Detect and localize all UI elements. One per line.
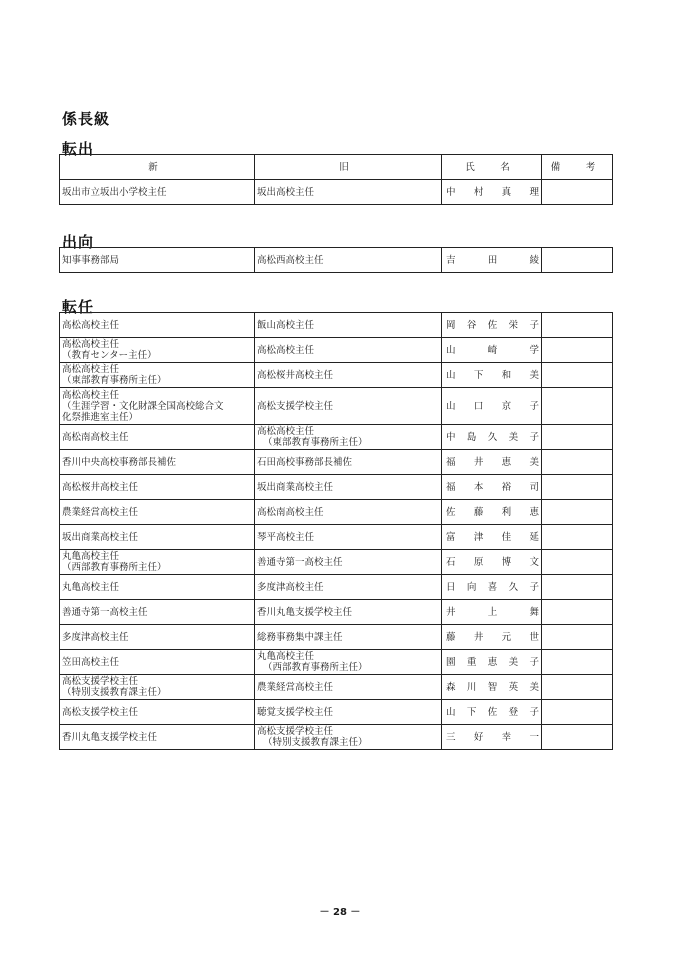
cell-old-position: [255, 475, 442, 500]
cell-new-position: [60, 625, 255, 650]
section-title-tenshutsu: 転出: [62, 140, 95, 158]
cell-new-position-line: （生涯学習・文化財課全国高校総合文: [62, 400, 224, 412]
name-char: 学: [529, 344, 539, 356]
name-char: 崎: [487, 344, 498, 356]
cell-new-position-line: 高松支援学校主任: [62, 676, 139, 687]
name-char: 下: [473, 369, 484, 381]
cell-old-position: [255, 600, 442, 625]
name-char: 園: [446, 656, 456, 668]
name-char: 登: [508, 706, 519, 718]
cell-old-position-line: 坂出高校主任: [257, 186, 315, 198]
cell-old-position-line: 農業経営高校主任: [257, 681, 334, 693]
cell-new-position: [60, 180, 255, 205]
name-char: 一: [529, 731, 539, 743]
cell-old-position: [255, 675, 442, 700]
name-char: 福: [446, 456, 456, 468]
name-char: 美: [529, 456, 539, 468]
cell-old-position-line: 聴覚支援学校主任: [257, 706, 334, 718]
name-char: 久: [487, 431, 498, 443]
cell-old-position-line: 高松高校主任: [257, 426, 315, 437]
cell-new-position-line: 香川中央高校事務部長補佐: [62, 456, 177, 468]
table-row: [60, 450, 613, 475]
name-char: 日: [446, 581, 456, 593]
name-char: 島: [466, 431, 477, 443]
name-char: 美: [508, 656, 519, 668]
cell-name: [442, 475, 542, 500]
name-char: 上: [487, 606, 498, 618]
cell-note: [542, 550, 613, 575]
name-char: 山: [446, 400, 456, 412]
name-char: 藤: [473, 506, 484, 518]
table-tennin: [59, 312, 613, 750]
cell-old-position-line: 飯山高校主任: [257, 319, 315, 331]
table-row: [60, 675, 613, 700]
cell-new-position-line: 高松高校主任: [62, 389, 120, 401]
name-char: 中: [446, 186, 456, 198]
table-row: [60, 575, 613, 600]
cell-new-position-line: 高松高校主任: [62, 339, 120, 350]
name-char: 英: [508, 681, 519, 693]
cell-new-position: [60, 500, 255, 525]
cell-name: [442, 625, 542, 650]
table-row: [60, 425, 613, 450]
name-char: 和: [501, 369, 512, 381]
cell-old-position-line: 高松支援学校主任: [257, 726, 334, 737]
cell-new-position-line: 善通寺第一高校主任: [62, 606, 148, 618]
cell-note: [542, 475, 613, 500]
table-row: [60, 500, 613, 525]
name-char: 真: [501, 186, 512, 198]
cell-old-position: [255, 180, 442, 205]
name-char: 幸: [501, 731, 512, 743]
name-char: 谷: [466, 319, 477, 331]
cell-note: [542, 180, 613, 205]
name-char: 博: [501, 556, 512, 568]
cell-old-position-line: 坂出商業高校主任: [257, 481, 334, 493]
cell-name: [442, 700, 542, 725]
cell-old-position-line: 石田高校事務部長補佐: [257, 456, 353, 468]
name-char: 口: [473, 400, 484, 412]
cell-old-position: [255, 500, 442, 525]
name-char: 向: [466, 581, 477, 593]
header-new: 新: [60, 155, 255, 180]
name-char: 井: [473, 456, 484, 468]
name-char: 山: [446, 706, 456, 718]
header-note: 備 考: [542, 155, 613, 180]
table-row: [60, 388, 613, 425]
table-row: [60, 650, 613, 675]
cell-new-position-line: 化祭推進室主任）: [62, 411, 139, 423]
name-char: 美: [529, 681, 539, 693]
cell-old-position-line: 香川丸亀支援学校主任: [257, 606, 353, 618]
cell-note: [542, 575, 613, 600]
cell-new-position-line: 丸亀高校主任: [62, 551, 120, 562]
table-row: [60, 550, 613, 575]
name-char: 美: [529, 369, 539, 381]
cell-new-position: [60, 338, 255, 363]
header-name: 氏 名: [442, 155, 542, 180]
cell-new-position: [60, 450, 255, 475]
cell-old-position: [255, 700, 442, 725]
cell-new-position-line: 高松高校主任: [62, 319, 120, 331]
cell-new-position-line: 知事事務部局: [62, 254, 120, 266]
name-char: 川: [466, 681, 477, 693]
name-char: 元: [501, 631, 512, 643]
cell-old-position: [255, 650, 442, 675]
name-char: 裕: [501, 481, 512, 493]
cell-note: [542, 525, 613, 550]
name-char: 田: [487, 254, 498, 266]
cell-new-position-line: 笠田高校主任: [62, 656, 120, 668]
name-char: 佐: [446, 506, 456, 518]
table-shukko: [59, 247, 613, 273]
table-row: [60, 248, 613, 273]
cell-new-position: [60, 388, 255, 425]
cell-name: [442, 675, 542, 700]
cell-name: [442, 550, 542, 575]
cell-old-position-line: 高松南高校主任: [257, 506, 324, 518]
table-row: [60, 180, 613, 205]
name-char: 佐: [487, 319, 498, 331]
cell-new-position-line: （東部教育事務所主任）: [62, 375, 167, 386]
section-title-shukko: 出向: [62, 233, 95, 251]
cell-old-position-line: 善通寺第一高校主任: [257, 556, 343, 568]
cell-note: [542, 725, 613, 750]
name-char: 石: [446, 556, 456, 568]
table-row: [60, 338, 613, 363]
cell-new-position: [60, 313, 255, 338]
table-row: [60, 363, 613, 388]
cell-old-position: [255, 313, 442, 338]
name-char: 恵: [501, 456, 512, 468]
cell-old-position: [255, 625, 442, 650]
cell-new-position: [60, 425, 255, 450]
name-char: 三: [446, 731, 456, 743]
table-row: [60, 700, 613, 725]
cell-new-position: [60, 363, 255, 388]
name-char: 原: [473, 556, 484, 568]
name-char: 村: [473, 186, 484, 198]
cell-new-position-line: 坂出商業高校主任: [62, 531, 139, 543]
name-char: 吉: [446, 254, 456, 266]
cell-name: [442, 500, 542, 525]
name-char: 井: [446, 606, 456, 618]
cell-name: [442, 363, 542, 388]
name-char: 重: [466, 656, 477, 668]
name-char: 井: [473, 631, 484, 643]
table-row: [60, 313, 613, 338]
cell-note: [542, 425, 613, 450]
cell-name: [442, 600, 542, 625]
cell-new-position-line: 農業経営高校主任: [62, 506, 139, 518]
cell-note: [542, 338, 613, 363]
cell-old-position-line: 琴平高校主任: [257, 531, 315, 543]
cell-new-position-line: 高松南高校主任: [62, 431, 129, 443]
cell-new-position-line: 丸亀高校主任: [62, 581, 120, 593]
cell-old-position-line: （西部教育事務所主任）: [263, 662, 368, 673]
name-char: 久: [508, 581, 519, 593]
cell-note: [542, 675, 613, 700]
name-char: 喜: [487, 581, 498, 593]
name-char: 子: [529, 656, 539, 668]
cell-new-position: [60, 575, 255, 600]
cell-old-position-line: 高松桜井高校主任: [257, 369, 334, 381]
name-char: 佳: [501, 531, 512, 543]
name-char: 福: [446, 481, 456, 493]
cell-new-position-line: 多度津高校主任: [62, 631, 129, 643]
name-char: 理: [529, 186, 539, 198]
name-char: 富: [446, 531, 456, 543]
name-char: 子: [529, 319, 539, 331]
table-row: [60, 625, 613, 650]
cell-note: [542, 600, 613, 625]
name-char: 恵: [487, 656, 498, 668]
cell-new-position-line: 高松高校主任: [62, 364, 120, 375]
cell-note: [542, 363, 613, 388]
cell-old-position: [255, 550, 442, 575]
cell-name: [442, 248, 542, 273]
cell-new-position: [60, 650, 255, 675]
table-row: [60, 725, 613, 750]
page-number: － 28 －: [319, 907, 361, 918]
cell-new-position: [60, 600, 255, 625]
name-char: 恵: [529, 506, 539, 518]
table-tenshutsu: [59, 154, 613, 205]
cell-name: [442, 313, 542, 338]
name-char: 中: [446, 431, 456, 443]
name-char: 子: [529, 431, 539, 443]
cell-name: [442, 450, 542, 475]
cell-new-position-line: 高松支援学校主任: [62, 706, 139, 718]
section-title-tennin: 転任: [62, 298, 95, 316]
cell-new-position: [60, 475, 255, 500]
name-char: 佐: [487, 706, 498, 718]
name-char: 司: [529, 481, 539, 493]
name-char: 文: [529, 556, 539, 568]
name-char: 山: [446, 344, 456, 356]
cell-new-position-line: （教育センター主任）: [62, 350, 157, 361]
cell-old-position: [255, 525, 442, 550]
table-row: [60, 525, 613, 550]
cell-name: [442, 650, 542, 675]
cell-name: [442, 575, 542, 600]
cell-new-position-line: （特別支援教育課主任）: [62, 687, 167, 698]
cell-note: [542, 625, 613, 650]
header-old: 旧: [255, 155, 442, 180]
cell-note: [542, 248, 613, 273]
table-row: [60, 475, 613, 500]
cell-new-position-line: 高松桜井高校主任: [62, 481, 139, 493]
cell-name: [442, 180, 542, 205]
cell-old-position-line: 丸亀高校主任: [257, 651, 315, 662]
name-char: 好: [473, 731, 484, 743]
name-char: 子: [529, 706, 539, 718]
name-char: 子: [529, 400, 539, 412]
name-char: 森: [446, 681, 456, 693]
name-char: 美: [508, 431, 519, 443]
name-char: 舞: [529, 606, 539, 618]
name-char: 藤: [446, 631, 456, 643]
name-char: 本: [473, 481, 484, 493]
cell-old-position-line: 総務事務集中課主任: [257, 631, 343, 643]
name-char: 綾: [529, 254, 539, 266]
name-char: 子: [529, 581, 539, 593]
cell-old-position-line: 高松西高校主任: [257, 254, 324, 266]
name-char: 利: [501, 506, 512, 518]
name-char: 延: [529, 531, 539, 543]
name-char: 京: [501, 400, 512, 412]
name-char: 世: [529, 631, 539, 643]
cell-old-position: [255, 575, 442, 600]
cell-old-position-line: （東部教育事務所主任）: [263, 437, 368, 448]
cell-old-position: [255, 388, 442, 425]
table-row: [60, 600, 613, 625]
cell-new-position: [60, 700, 255, 725]
cell-new-position: [60, 675, 255, 700]
cell-old-position: [255, 248, 442, 273]
cell-old-position: [255, 450, 442, 475]
name-char: 津: [473, 531, 484, 543]
cell-new-position-line: 坂出市立坂出小学校主任: [62, 186, 167, 198]
cell-new-position: [60, 725, 255, 750]
cell-note: [542, 450, 613, 475]
cell-old-position: [255, 363, 442, 388]
cell-old-position-line: （特別支援教育課主任）: [263, 737, 368, 748]
name-char: 岡: [446, 319, 456, 331]
cell-new-position-line: （西部教育事務所主任）: [62, 562, 167, 573]
cell-old-position-line: 多度津高校主任: [257, 581, 324, 593]
cell-new-position-line: 香川丸亀支援学校主任: [62, 731, 158, 743]
cell-old-position: [255, 425, 442, 450]
name-char: 智: [487, 681, 498, 693]
cell-name: [442, 425, 542, 450]
cell-new-position: [60, 248, 255, 273]
name-char: 下: [466, 706, 477, 718]
page-title: 係長級: [62, 110, 111, 128]
cell-new-position: [60, 550, 255, 575]
cell-new-position: [60, 525, 255, 550]
cell-name: [442, 725, 542, 750]
cell-old-position-line: 高松支援学校主任: [257, 400, 334, 412]
cell-old-position: [255, 338, 442, 363]
cell-note: [542, 313, 613, 338]
cell-name: [442, 525, 542, 550]
cell-note: [542, 500, 613, 525]
cell-name: [442, 338, 542, 363]
cell-note: [542, 388, 613, 425]
cell-old-position: [255, 725, 442, 750]
cell-note: [542, 650, 613, 675]
name-char: 山: [446, 369, 456, 381]
name-char: 栄: [508, 319, 519, 331]
cell-name: [442, 388, 542, 425]
cell-note: [542, 700, 613, 725]
cell-old-position-line: 高松高校主任: [257, 344, 315, 356]
